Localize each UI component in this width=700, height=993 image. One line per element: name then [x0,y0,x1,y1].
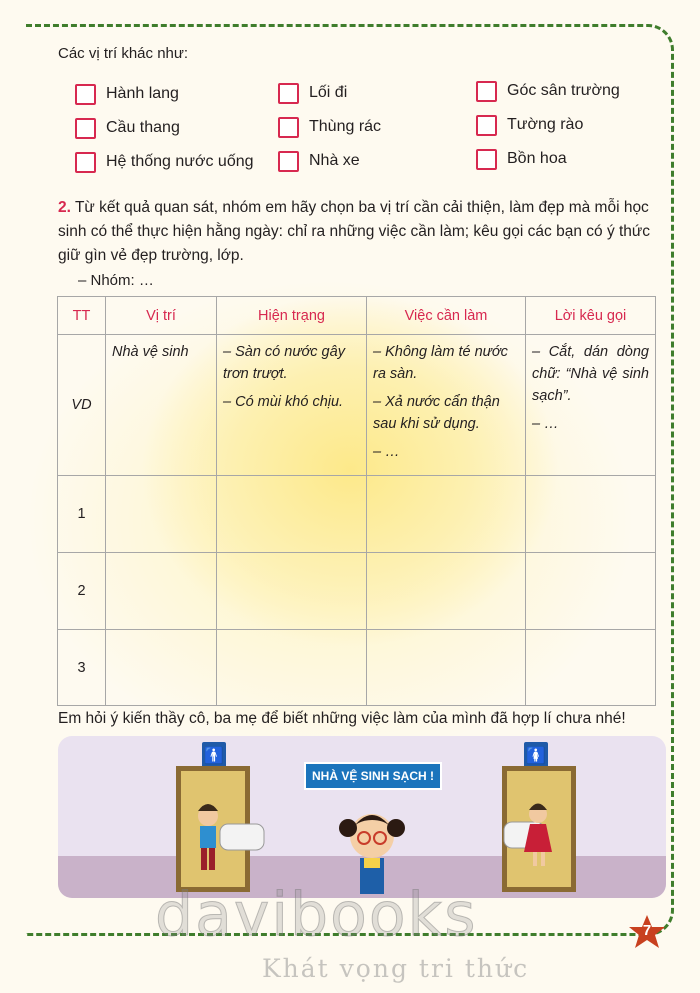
page-number: 7 [642,922,652,939]
checkbox-item[interactable] [278,76,381,110]
checkbox-label: Nhà xe [309,152,360,169]
checkbox-label: Lối đi [309,84,348,101]
table-row [58,476,656,553]
checkbox-item[interactable] [75,145,254,179]
question-text: Từ kết quả quan sát, nhóm em hãy chọn ba vị trí cần cải thiện, làm đẹp mà mỗi học sinh có thể thực hiện hằng ngày: chỉ ra những việc cần làm; kêu gọi các bạn có ý thức giữ gìn vẻ đẹp trường, lớp. [58,199,651,264]
example-call-line: – Cắt, dán dòng chữ: “Nhà vệ sinh sạch”. [532,344,649,404]
header-tt: TT [58,297,106,335]
checkbox-he-thong-nuoc-uong[interactable] [75,152,96,173]
intro-text: Các vị trí khác như: [58,45,189,62]
checkbox-loi-di[interactable] [278,83,299,104]
checkbox-bon-hoa[interactable] [476,149,497,170]
checkbox-label: Tường rào [507,116,584,133]
boy-figure [198,804,264,870]
checkbox-item[interactable] [476,142,620,176]
checkbox-goc-san-truong[interactable] [476,81,497,102]
checkbox-tuong-rao[interactable] [476,115,497,136]
question-number: 2. [58,199,71,216]
checkbox-label: Cầu thang [106,119,180,136]
table-row-example [58,335,656,476]
checkbox-cau-thang[interactable] [75,118,96,139]
cell-todo-3[interactable] [367,630,526,706]
cell-todo-2[interactable] [367,553,526,630]
header-call: Lời kêu gọi [526,297,656,335]
row-number: 3 [58,630,106,706]
checkbox-column-3 [476,74,620,176]
plan-table [57,296,656,706]
checkbox-item[interactable] [476,108,620,142]
header-location: Vị trí [106,297,217,335]
example-location-text: Nhà vệ sinh [112,344,189,360]
example-call-line: – … [532,416,559,432]
male-restroom-icon: 🚹 [202,742,226,770]
cell-call-2[interactable] [526,553,656,630]
cell-location-3[interactable] [106,630,217,706]
example-todo-line: – Xả nước cẩn thận sau khi sử dụng. [373,394,500,432]
checkbox-item[interactable] [75,77,254,111]
cell-location-1[interactable] [106,476,217,553]
slogan-watermark: Khát vọng tri thức [262,954,530,983]
checkbox-item[interactable] [75,111,254,145]
header-status: Hiện trạng [217,297,367,335]
table-row [58,553,656,630]
restroom-illustration [58,736,666,898]
table-row [58,630,656,706]
cell-call-3[interactable] [526,630,656,706]
girl-figure [504,804,552,867]
cell-status-2[interactable] [217,553,367,630]
checkbox-item[interactable] [278,144,381,178]
checkbox-label: Hành lang [106,85,179,102]
cell-location-2[interactable] [106,553,217,630]
example-todo [367,335,526,476]
checkbox-label: Hệ thống nước uống [106,153,254,170]
clean-restroom-banner: NHÀ VỆ SINH SẠCH ! [304,762,442,790]
children-illustration [58,736,666,898]
header-todo: Việc cần làm [367,297,526,335]
cell-status-3[interactable] [217,630,367,706]
cell-status-1[interactable] [217,476,367,553]
cell-call-1[interactable] [526,476,656,553]
checkbox-column-1 [75,77,254,179]
cell-todo-1[interactable] [367,476,526,553]
checkbox-label: Thùng rác [309,118,382,135]
checkbox-hanh-lang[interactable] [75,84,96,105]
row-number: 2 [58,553,106,630]
example-todo-line: – Không làm té nước ra sàn. [373,344,508,382]
example-status-line: – Sàn có nước gây trơn trượt. [223,344,345,382]
page-number-badge [628,914,666,950]
advice-note: Em hỏi ý kiến thầy cô, ba mẹ để biết những việc làm của mình đã hợp lí chưa nhé! [58,710,626,727]
watermark: davibooks [155,880,478,950]
female-restroom-icon: 🚺 [524,742,548,770]
checkbox-item[interactable] [278,110,381,144]
group-line: – Nhóm: … [78,272,154,289]
example-location [106,335,217,476]
example-todo-line: – … [373,444,400,460]
example-call [526,335,656,476]
example-status [217,335,367,476]
checkbox-item[interactable] [476,74,620,108]
table-header-row [58,297,656,335]
example-label: VD [58,335,106,476]
checkbox-nha-xe[interactable] [278,151,299,172]
checkbox-label: Bồn hoa [507,150,567,167]
checkbox-label: Góc sân trường [507,82,620,99]
checkbox-thung-rac[interactable] [278,117,299,138]
row-number: 1 [58,476,106,553]
checkbox-column-2 [278,76,381,178]
example-status-line: – Có mùi khó chịu. [223,394,344,410]
question-2 [58,196,664,268]
